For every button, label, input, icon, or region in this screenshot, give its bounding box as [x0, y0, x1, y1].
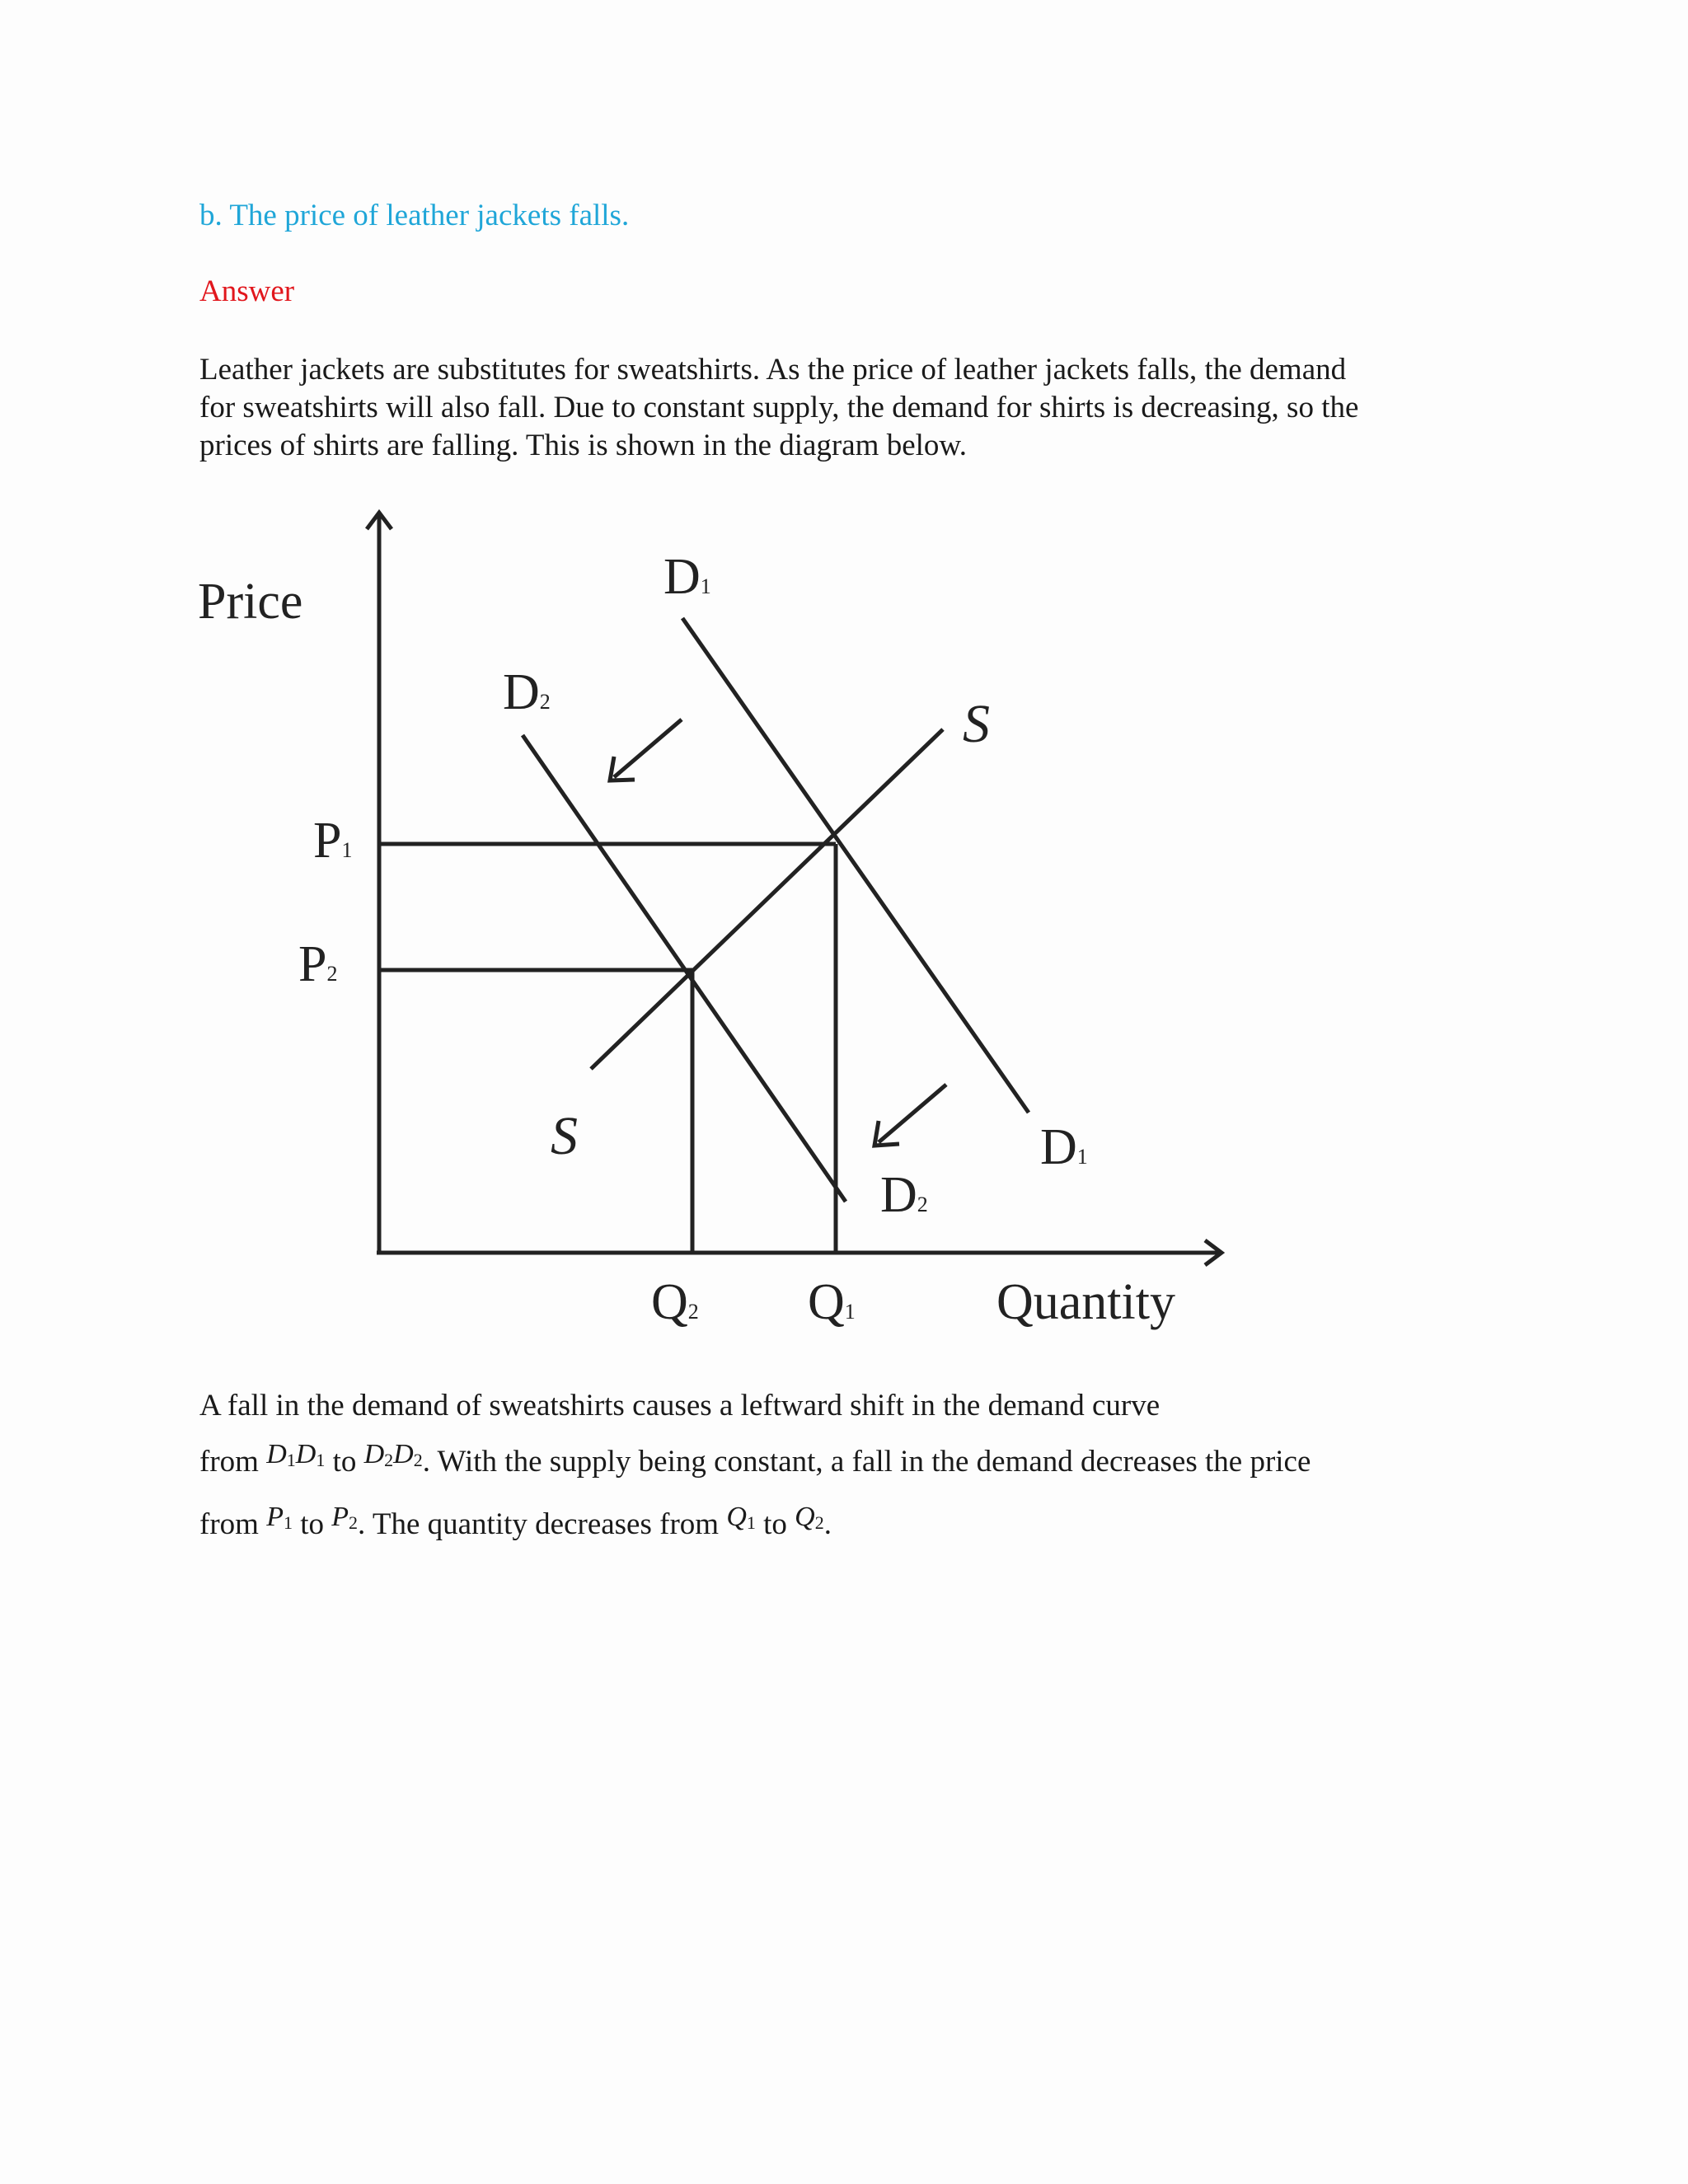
- y-axis-label: Price: [198, 574, 303, 630]
- math-p1: $P_1$: [266, 1502, 293, 1533]
- p1-label: P1: [313, 813, 353, 869]
- shift-arrow-top: [614, 719, 682, 777]
- math-p2: $P_2$: [331, 1502, 359, 1533]
- d1-bottom-label: D1: [1040, 1119, 1088, 1175]
- explanation-line: for sweatshirts will also fall. Due to constant supply, the demand for shirts is decreasing, so the: [199, 391, 1359, 424]
- explanation-line: Leather jackets are substitutes for sweatshirts. As the price of leather jackets falls, the demand: [199, 353, 1347, 387]
- s-top-label: S: [963, 694, 990, 754]
- math-d1d1: $D_1D_1$: [266, 1439, 326, 1470]
- p2-label: P2: [298, 936, 338, 992]
- shift-arrow-bottom: [879, 1085, 946, 1142]
- d2-bottom-label: D2: [880, 1167, 928, 1223]
- math-q2: $Q_2$: [795, 1502, 824, 1533]
- explanation-line: prices of shirts are falling. This is shown in the diagram below.: [199, 429, 967, 462]
- conclusion-line: A fall in the demand of sweatshirts causes a leftward shift in the demand curve: [199, 1389, 1160, 1422]
- answer-label: Answer: [199, 274, 295, 308]
- supply-curve: [591, 729, 943, 1069]
- x-axis-label: Quantity: [996, 1274, 1175, 1330]
- d2-top-label: D2: [503, 664, 551, 720]
- question-heading: b. The price of leather jackets falls.: [199, 199, 630, 232]
- math-q1: $Q_1$: [726, 1502, 756, 1533]
- conclusion-paragraph: [199, 1378, 1518, 1559]
- explanation-paragraph: [199, 351, 1485, 465]
- q1-label: Q1: [808, 1274, 856, 1330]
- d1-top-label: D1: [663, 549, 711, 605]
- s-bottom-label: S: [551, 1106, 578, 1166]
- supply-demand-diagram: [165, 494, 1236, 1368]
- math-d2d2: $D_2D_2$: [363, 1439, 423, 1470]
- conclusion-line: from $D_1D_1$ to $D_2D_2$. With the supply being constant, a fall in the demand decreases the price: [199, 1439, 1311, 1479]
- q2-label: Q2: [651, 1274, 699, 1330]
- conclusion-line: from $P_1$ to $P_2$. The quantity decreases from $Q_1$ to $Q_2$.: [199, 1502, 832, 1541]
